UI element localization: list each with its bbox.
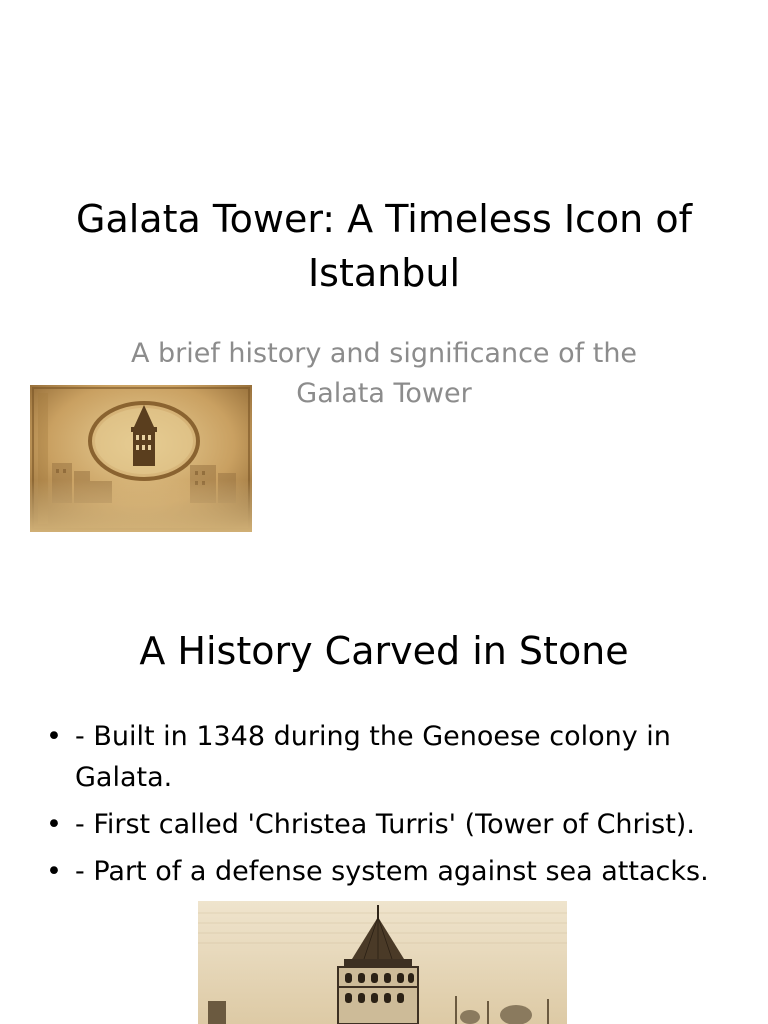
bullet-list (40, 716, 730, 898)
galata-tower-engraving-image (198, 901, 567, 1024)
slide-title: A History Carved in Stone (139, 629, 629, 673)
list-item (40, 851, 730, 892)
history-slide (0, 560, 768, 1024)
galata-tower-sepia-image (30, 385, 252, 532)
list-item (40, 716, 730, 798)
slide-title: Galata Tower: A Timeless Icon of Istanbul (76, 197, 692, 295)
bullet-text: - First called 'Christea Turris' (Tower of Christ). (75, 809, 695, 840)
bullet-icon: • (46, 856, 62, 887)
bullet-text: - Built in 1348 during the Genoese colony in Galata. (75, 721, 671, 793)
bullet-icon: • (46, 721, 62, 752)
bullet-icon: • (46, 809, 62, 840)
slide-subtitle: A brief history and significance of the Galata Tower (130, 338, 638, 409)
list-item (40, 804, 730, 845)
bullet-text: - Part of a defense system against sea attacks. (75, 856, 709, 887)
